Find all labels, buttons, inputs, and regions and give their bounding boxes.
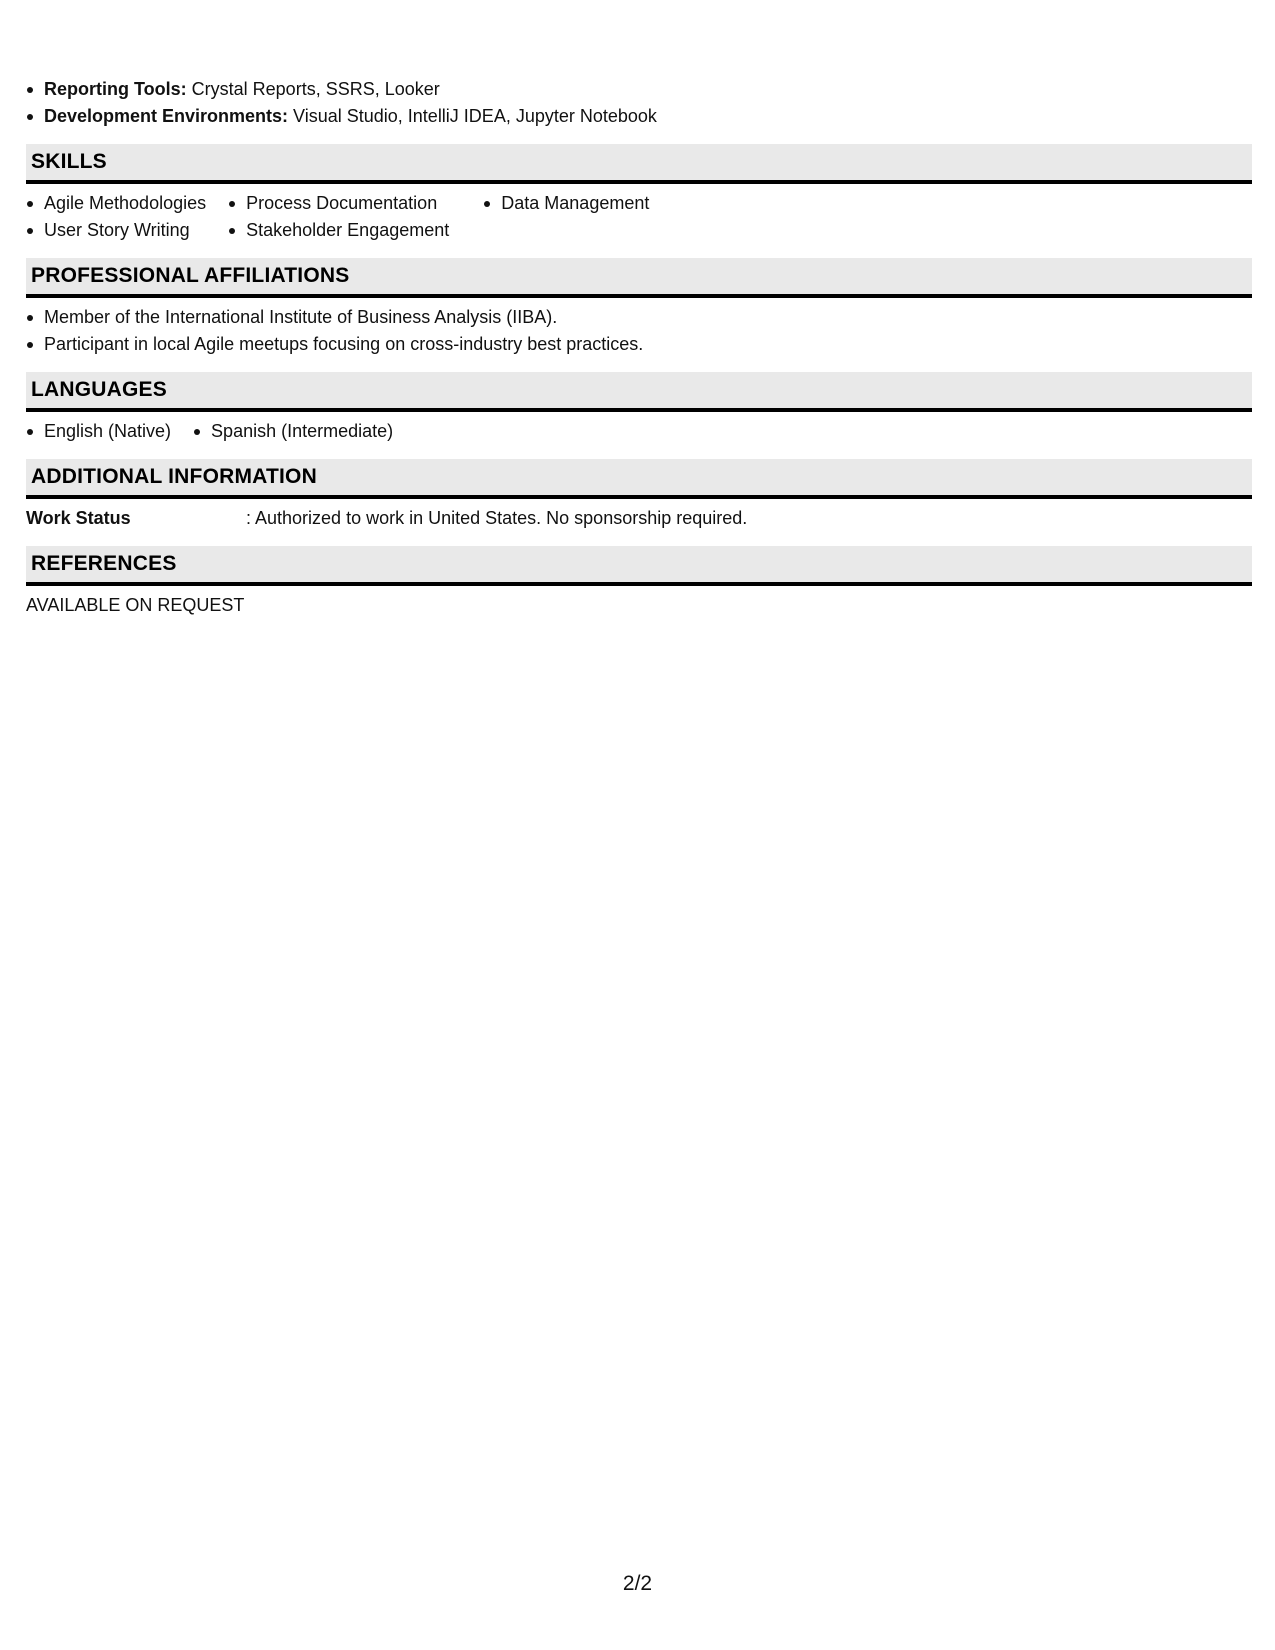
references-text: AVAILABLE ON REQUEST (26, 595, 245, 615)
tool-category-value: Visual Studio, IntelliJ IDEA, Jupyter Notebook (288, 106, 657, 126)
page-number: 2/2 (622, 1572, 653, 1595)
affiliation-item: Participant in local Agile meetups focusing on cross-industry best practices. (26, 331, 1252, 358)
languages-section (26, 372, 1252, 445)
work-status-row (26, 499, 1252, 532)
section-title: SKILLS (26, 144, 1252, 184)
work-status-value: : Authorized to work in United States. No sponsorship required. (246, 508, 748, 528)
skill-item: Data Management (483, 190, 649, 217)
skill-item: User Story Writing (26, 217, 206, 244)
resume-page (26, 76, 1252, 619)
skills-columns (26, 184, 1252, 244)
skills-column (228, 190, 449, 244)
affiliations-section (26, 258, 1252, 358)
tool-category-label: Development Environments: (44, 106, 289, 126)
work-status-label: Work Status (26, 508, 131, 528)
tool-category-label: Reporting Tools: (44, 79, 187, 99)
skill-item: Agile Methodologies (26, 190, 206, 217)
section-title: PROFESSIONAL AFFILIATIONS (26, 258, 1252, 298)
list-item (26, 76, 1252, 103)
section-title: REFERENCES (26, 546, 1252, 586)
languages-list (26, 412, 1252, 445)
skill-item: Process Documentation (228, 190, 449, 217)
language-item: Spanish (Intermediate) (193, 418, 393, 445)
section-title: ADDITIONAL INFORMATION (26, 459, 1252, 499)
skills-column (26, 190, 206, 244)
references-section (26, 546, 1252, 619)
additional-info-section (26, 459, 1252, 532)
skills-section (26, 144, 1252, 244)
tool-category-value: Crystal Reports, SSRS, Looker (186, 79, 440, 99)
list-item (26, 103, 1252, 130)
language-item: English (Native) (26, 418, 171, 445)
skill-item: Stakeholder Engagement (228, 217, 449, 244)
skills-column (483, 190, 649, 244)
tools-list (26, 76, 1252, 130)
section-title: LANGUAGES (26, 372, 1252, 412)
affiliation-item: Member of the International Institute of Business Analysis (IIBA). (26, 304, 1252, 331)
affiliations-list (26, 298, 1252, 358)
